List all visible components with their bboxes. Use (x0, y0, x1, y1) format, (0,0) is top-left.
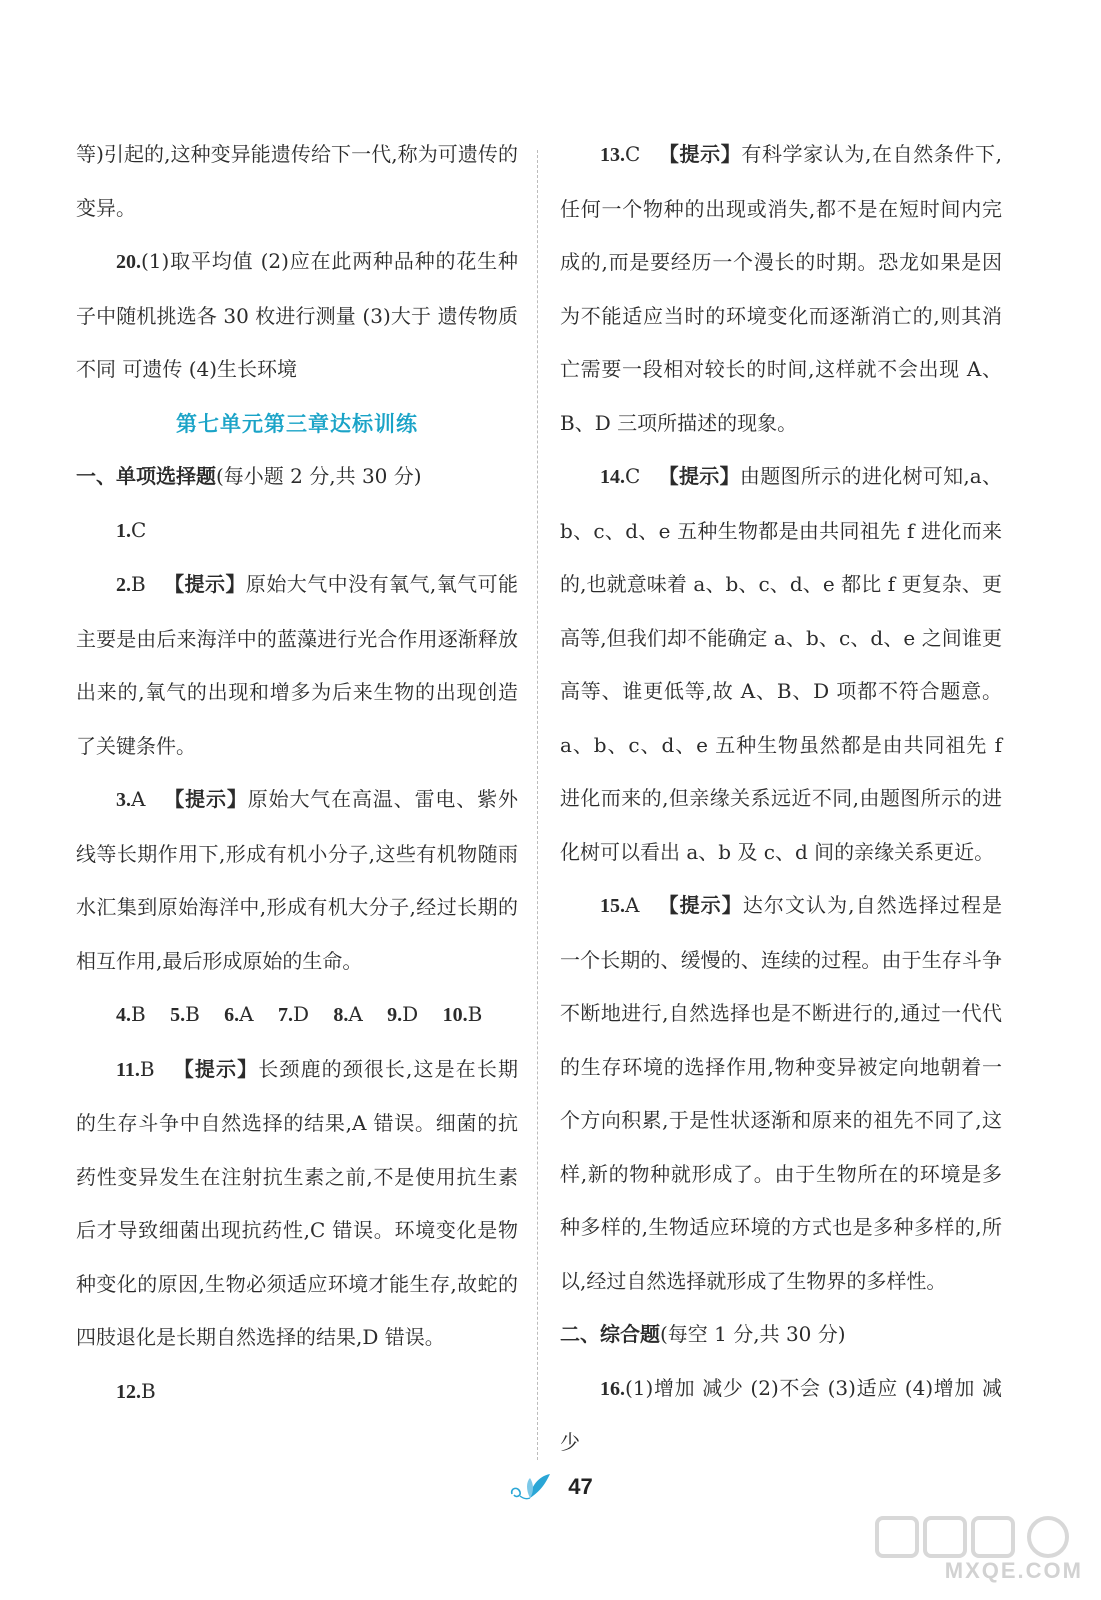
section-title-text: 二、综合题 (560, 1322, 660, 1346)
hint-label: 【提示】 (658, 464, 740, 488)
answer-number: 8. (333, 1004, 349, 1026)
answer-choice: A (625, 893, 640, 917)
hint-label: 【提示】 (658, 142, 742, 166)
answer-text: 有科学家认为,在自然条件下,任何一个物种的出现或消失,都不是在短时间内完成的,而是要经历一个漫长的时期。恐龙如果是因为不能适应当时的环境变化而逐渐消亡的,则其消亡需要一段相对较长的时间,这样就不会出现 A、B、D 三项所描述的现象。 (560, 142, 1002, 435)
answer-choice: B (131, 1002, 146, 1026)
answer-q11 (76, 1043, 518, 1365)
answer-q2 (76, 558, 518, 773)
answer-text: 长颈鹿的颈很长,这是在长期的生存斗争中自然选择的结果,A 错误。细菌的抗药性变异发生在注射抗生素之前,不是使用抗生素后才导致细菌出现抗药性,C 错误。环境变化是物种变化的原因,生物必须适应环境才能生存,故蛇的四肢退化是长期自然选择的结果,D 错误。 (76, 1056, 519, 1349)
answer-number: 5. (170, 1004, 186, 1026)
section-title-text: 一、单项选择题 (76, 464, 216, 488)
left-column (76, 128, 518, 1419)
answer-choice: C (625, 464, 641, 488)
answer-q3 (76, 773, 518, 988)
answer-choice: D (292, 1002, 309, 1026)
answers-q4-q10 (76, 988, 518, 1043)
answer-number: 2. (116, 574, 131, 596)
answer-text: 由题图所示的进化树可知,a、b、c、d、e 五种生物都是由共同祖先 f 进化而来的,也就意味着 a、b、c、d、e 都比 f 更复杂、更高等,但我们却不能确定 a、b、c、d、e 之间谁更高等、谁更低等,故 A、B、D 项都不符合题意。a、b、c、d、e 五种生物虽然都是由共同祖先 f 进化而来的,但亲缘关系远近不同,由题图所示的进化树可以看出 a、b 及 c、d 间的亲缘关系更近。 (560, 464, 1003, 864)
section1-title (76, 450, 518, 504)
answer-number: 11. (116, 1058, 140, 1081)
answer-choice: B (185, 1002, 200, 1026)
answer-text: 原始大气中没有氧气,氧气可能主要是由后来海洋中的蓝藻进行光合作用逐渐释放出来的,氧气的出现和增多为后来生物的出现创造了关键条件。 (76, 572, 519, 758)
section-note: (每空 1 分,共 30 分) (660, 1322, 846, 1346)
hint-label: 【提示】 (657, 893, 743, 917)
answer-number: 10. (442, 1004, 468, 1026)
watermark (873, 1514, 1083, 1584)
answer-q12 (76, 1365, 518, 1420)
answer-number: 16. (600, 1377, 625, 1400)
answer-number: 3. (116, 789, 131, 811)
answer-choice: B (467, 1002, 483, 1026)
section-heading: 第七单元第三章达标训练 (176, 410, 418, 436)
page-number: 47 (568, 1474, 593, 1499)
answer-number: 13. (600, 144, 625, 166)
watermark-logo-icon (873, 1514, 1083, 1560)
answer-text: (1)取平均值 (2)应在此两种品种的花生种子中随机挑选各 30 枚进行测量 (3)大于 遗传物质不同 可遗传 (4)生长环境 (76, 249, 518, 381)
answer-number: 14. (600, 466, 625, 488)
answer-number: 4. (116, 1004, 131, 1026)
hint-label: 【提示】 (172, 1056, 259, 1081)
answer-choice: B (139, 1056, 155, 1081)
answer-choice: A (131, 787, 146, 811)
answer-choice: B (141, 1378, 156, 1403)
answer-choice: C (625, 142, 641, 166)
butterfly-ornament-icon (508, 1470, 554, 1504)
watermark-text: MXQE.COM (944, 1558, 1083, 1583)
answer-q16 (560, 1362, 1002, 1470)
answer-q14 (560, 450, 1002, 879)
continued-paragraph: 等)引起的,这种变异能遗传给下一代,称为可遗传的变异。 (76, 142, 518, 220)
answer-choice: D (402, 1002, 419, 1026)
answer-q20 (76, 235, 518, 397)
answer-q1 (76, 504, 518, 559)
hint-label: 【提示】 (163, 572, 246, 596)
answer-choice: C (131, 517, 147, 542)
answer-choice: A (348, 1002, 363, 1026)
answer-q15 (560, 879, 1002, 1308)
hint-label: 【提示】 (163, 787, 248, 811)
answer-number: 6. (224, 1004, 240, 1026)
answer-number: 20. (116, 251, 141, 273)
answer-number: 7. (277, 1004, 293, 1026)
page-footer (0, 1465, 1101, 1509)
right-column (560, 128, 1002, 1470)
answer-number: 15. (600, 895, 625, 917)
answer-number: 9. (387, 1004, 403, 1026)
answer-q13 (560, 128, 1002, 450)
answer-choice: B (131, 572, 146, 596)
section-note: (每小题 2 分,共 30 分) (216, 464, 422, 488)
answer-choice: A (239, 1002, 254, 1026)
column-divider (537, 150, 538, 1460)
answer-number: 1. (116, 519, 131, 542)
answer-text: 原始大气在高温、雷电、紫外线等长期作用下,形成有机小分子,这些有机物随雨水汇集到原始海洋中,形成有机大分子,经过长期的相互作用,最后形成原始的生命。 (76, 787, 519, 973)
answer-text: (1)增加 减少 (2)不会 (3)适应 (4)增加 减少 (560, 1375, 1002, 1454)
section2-title (560, 1308, 1002, 1362)
answer-number: 12. (116, 1380, 141, 1403)
answer-text: 达尔文认为,自然选择过程是一个长期的、缓慢的、连续的过程。由于生存斗争不断地进行,自然选择也是不断进行的,通过一代代的生存环境的选择作用,物种变异被定向地朝着一个方向积累,于是性状逐渐和原来的祖先不同了,这样,新的物种就形成了。由于生物所在的环境是多种多样的,生物适应环境的方式也是多种多样的,所以,经过自然选择就形成了生物界的多样性。 (560, 893, 1003, 1293)
